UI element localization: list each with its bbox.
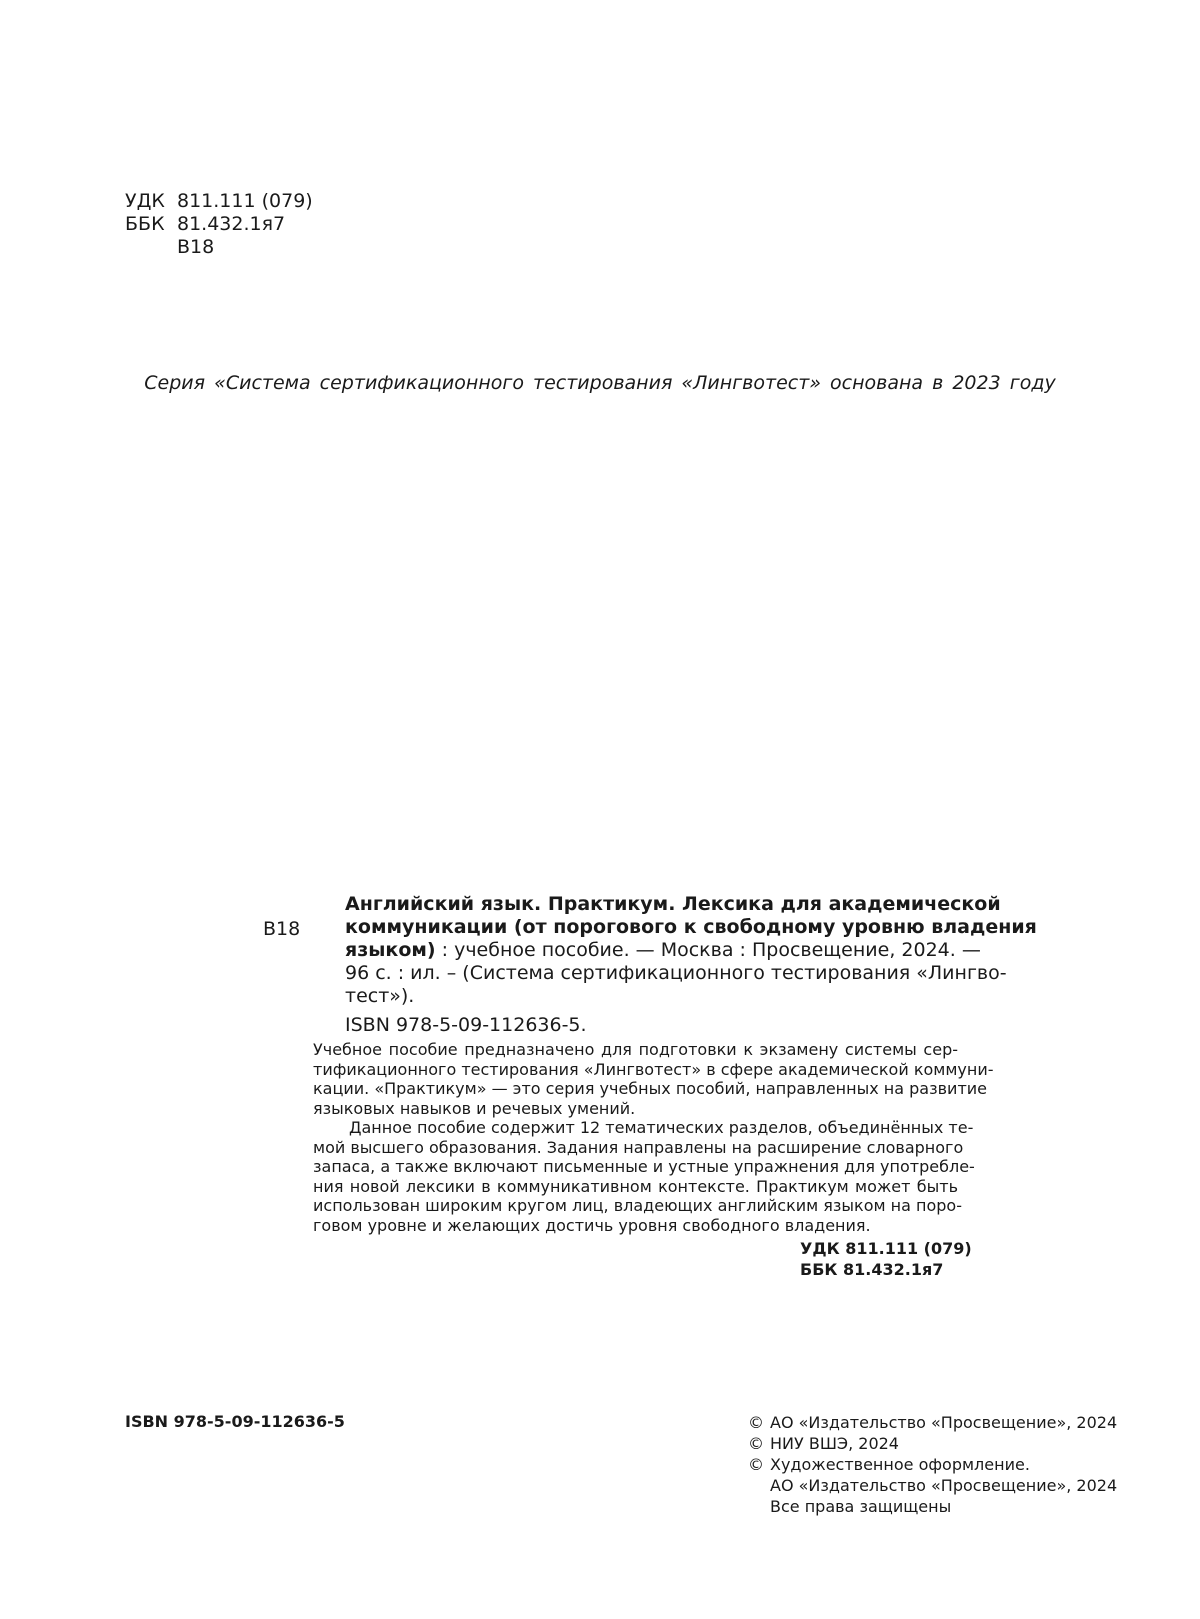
annotation-line: говом уровне и желающих достичь уровня свободного владения. [313, 1215, 871, 1235]
bibliographic-record [345, 893, 1037, 1008]
annotation-line: тификационного тестирования «Лингвотест» в сфере академической коммуни- [313, 1059, 994, 1079]
imprint-line-3: : учебное пособие. — Москва : Просвещение, 2024. — [435, 939, 981, 961]
rights-reserved: Все права защищены [770, 1497, 952, 1516]
bbk-bottom: ББК 81.432.1я7 [800, 1260, 944, 1279]
copyright-icon: © [748, 1455, 764, 1474]
imprint-line-4: 96 с. : ил. – (Система сертификационного тестирования «Лингво- [345, 962, 1007, 984]
author-mark-biblio: В18 [263, 918, 301, 940]
title-line-1: Английский язык. Практикум. Лексика для академической [345, 893, 1001, 915]
imprint-line-5: тест»). [345, 985, 415, 1007]
title-line-3: языком) [345, 939, 436, 961]
bottom-classification-block [800, 1238, 972, 1280]
annotation-line: языковых навыков и речевых умений. [313, 1098, 636, 1118]
bbk-label: ББК [125, 213, 165, 235]
author-mark-top: В18 [177, 236, 215, 258]
annotation [313, 1040, 994, 1235]
copyright-icon: © [748, 1413, 764, 1432]
copyright-line: АО «Издательство «Просвещение», 2024 [770, 1413, 1118, 1432]
udk-value: 811.111 (079) [177, 190, 313, 212]
copyright-line: Художественное оформление. [770, 1455, 1030, 1474]
udk-label: УДК [125, 190, 165, 212]
annotation-line: кации. «Практикум» — это серия учебных пособий, направленных на развитие [313, 1079, 987, 1098]
copyright-line: АО «Издательство «Просвещение», 2024 [770, 1476, 1118, 1495]
bbk-value: 81.432.1я7 [177, 213, 286, 235]
annotation-line: мой высшего образования. Задания направлены на расширение словарного [313, 1137, 964, 1157]
isbn-bottom: ISBN 978-5-09-112636-5 [125, 1412, 345, 1431]
bbk-row [125, 213, 313, 236]
annotation-line: ния новой лексики в коммуникативном контексте. Практикум может быть [313, 1176, 958, 1196]
title-line-2: коммуникации (от порогового к свободному уровню владения [345, 916, 1037, 938]
annotation-line: Данное пособие содержит 12 тематических разделов, объединённых те- [349, 1118, 974, 1137]
udk-bottom: УДК 811.111 (079) [800, 1239, 972, 1258]
annotation-line: Учебное пособие предназначено для подготовки к экзамену системы сер- [313, 1040, 958, 1059]
copyright-block [748, 1412, 1117, 1517]
author-mark-row [125, 236, 313, 259]
isbn-biblio: ISBN 978-5-09-112636-5. [345, 1014, 587, 1036]
copyright-line: НИУ ВШЭ, 2024 [770, 1434, 899, 1453]
annotation-line: запаса, а также включают письменные и устные упражнения для употребле- [313, 1157, 975, 1176]
annotation-line: использован широким кругом лиц, владеющих английским языком на поро- [313, 1196, 962, 1215]
top-classification-block [125, 190, 313, 259]
series-line: Серия «Система сертификационного тестирования «Лингвотест» основана в 2023 году [144, 372, 1056, 394]
copyright-icon: © [748, 1434, 764, 1453]
udk-row [125, 190, 313, 213]
